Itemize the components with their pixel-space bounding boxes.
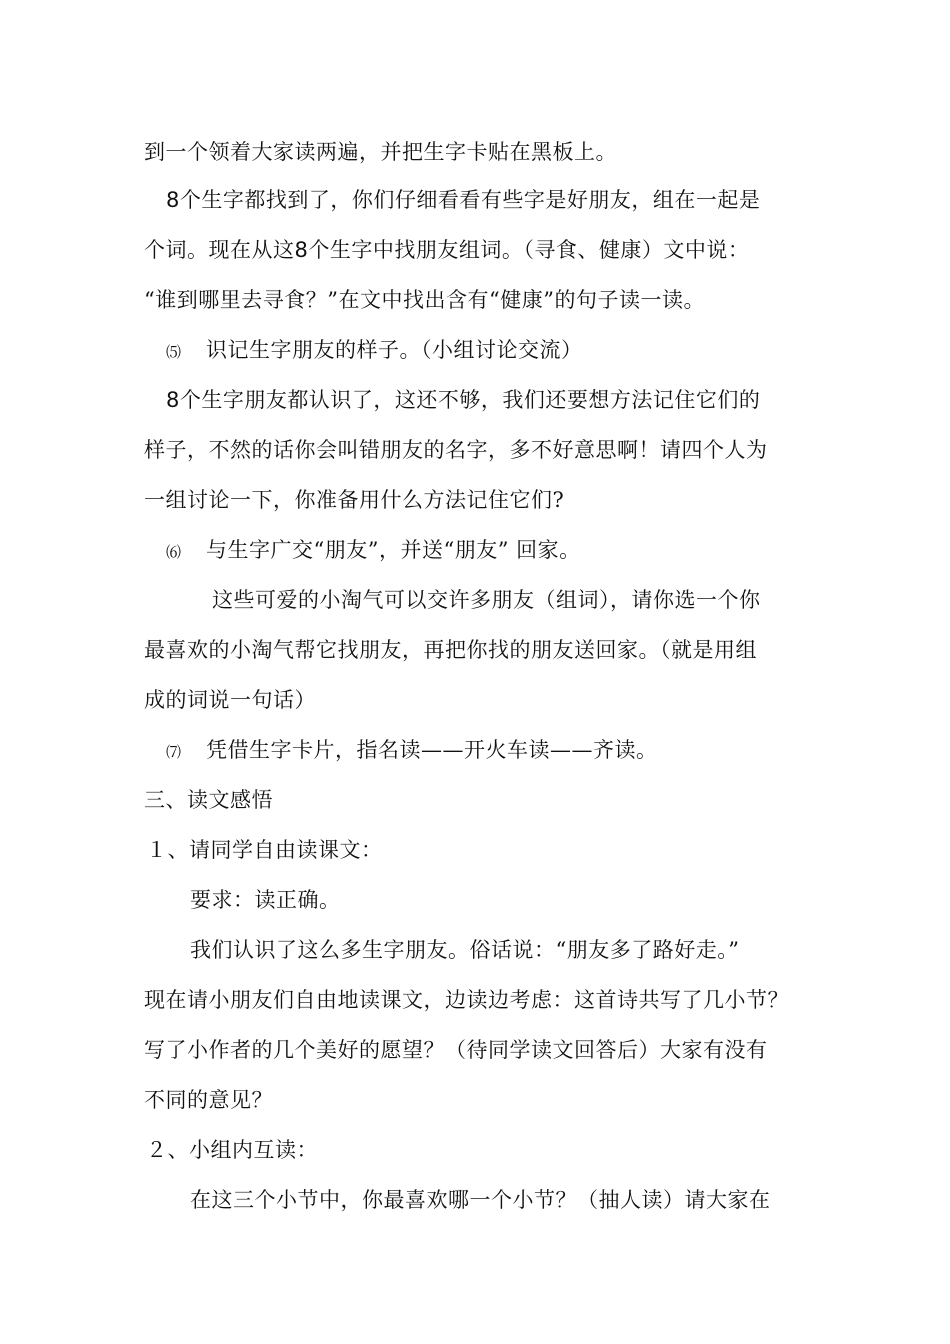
- line-text: 我们认识了这么多生字朋友。俗话说：“朋友多了路好走。”: [190, 938, 740, 962]
- text-line-15: [146, 835, 383, 865]
- line-text: 个词。现在从这: [144, 238, 295, 262]
- line-number: 8: [294, 238, 309, 262]
- text-line-10: [212, 585, 761, 615]
- text-line-2: [166, 185, 760, 215]
- item-marker: ⑺: [166, 743, 182, 761]
- line-number: 8: [166, 388, 180, 412]
- line-text: 不同的意见？: [144, 1088, 273, 1112]
- section-heading-3: [144, 785, 273, 815]
- line-text: 在这三个小节中，你最喜欢哪一个小节？（抽人读）请大家在: [190, 1188, 771, 1212]
- line-text: 个生字中找朋友组词。（寻食、健康）文中说：: [308, 238, 750, 262]
- text-line-7: [144, 435, 768, 465]
- line-text: 三、读文感悟: [144, 788, 273, 812]
- line-text: 到一个领着大家读两遍，并把生字卡贴在黑板上。: [144, 140, 617, 164]
- line-number: 8: [166, 188, 180, 212]
- text-line-17: [190, 935, 739, 965]
- text-line-13: [166, 735, 658, 767]
- text-line-18: [144, 985, 789, 1015]
- line-text: 样子，不然的话你会叫错朋友的名字，多不好意思啊！请四个人为: [144, 438, 768, 462]
- text-line-16: [190, 885, 341, 915]
- line-text: 与生字广交“朋友”，并送“朋友” 回家。: [206, 538, 581, 562]
- line-text: 成的词说一句话）: [144, 688, 316, 712]
- item-marker: ⑸: [166, 343, 182, 361]
- line-text: 写了小作者的几个美好的愿望？（待同学读文回答后）大家有没有: [144, 1038, 768, 1062]
- line-text: ２、小组内互读：: [146, 1138, 318, 1162]
- text-line-12: [144, 685, 316, 715]
- text-line-21: [146, 1135, 318, 1165]
- text-line-1: [144, 137, 617, 167]
- text-line-9: [166, 535, 581, 567]
- text-line-19: [144, 1035, 768, 1065]
- item-marker: ⑹: [166, 543, 182, 561]
- line-text: 个生字朋友都认识了，这还不够，我们还要想方法记住它们的: [179, 388, 761, 412]
- line-text: “谁到哪里去寻食？”在文中找出含有“健康”的句子读一读。: [144, 288, 705, 312]
- line-text: 个生字都找到了，你们仔细看看有些字是好朋友，组在一起是: [179, 188, 761, 212]
- line-text: 现在请小朋友们自由地读课文，边读边考虑：这首诗共写了几小节？: [144, 988, 789, 1012]
- text-line-20: [144, 1085, 273, 1115]
- text-line-5: [166, 335, 583, 367]
- line-text: 要求：读正确。: [190, 888, 341, 912]
- text-line-4: [144, 285, 705, 315]
- line-text: 一组讨论一下，你准备用什么方法记住它们?: [144, 488, 565, 512]
- line-text: 这些可爱的小淘气可以交许多朋友（组词），请你选一个你: [212, 588, 761, 612]
- text-line-6: [166, 385, 760, 415]
- text-line-22: [190, 1185, 771, 1215]
- line-text: 识记生字朋友的样子。（小组讨论交流）: [206, 338, 583, 362]
- line-text: １、请同学自由读课文：: [146, 838, 383, 862]
- text-line-3: [144, 235, 749, 265]
- line-text: 凭借生字卡片，指名读——开火车读——齐读。: [206, 738, 658, 762]
- text-line-11: [144, 635, 757, 665]
- text-line-8: [144, 485, 564, 515]
- line-text: 最喜欢的小淘气帮它找朋友，再把你找的朋友送回家。（就是用组: [144, 638, 757, 662]
